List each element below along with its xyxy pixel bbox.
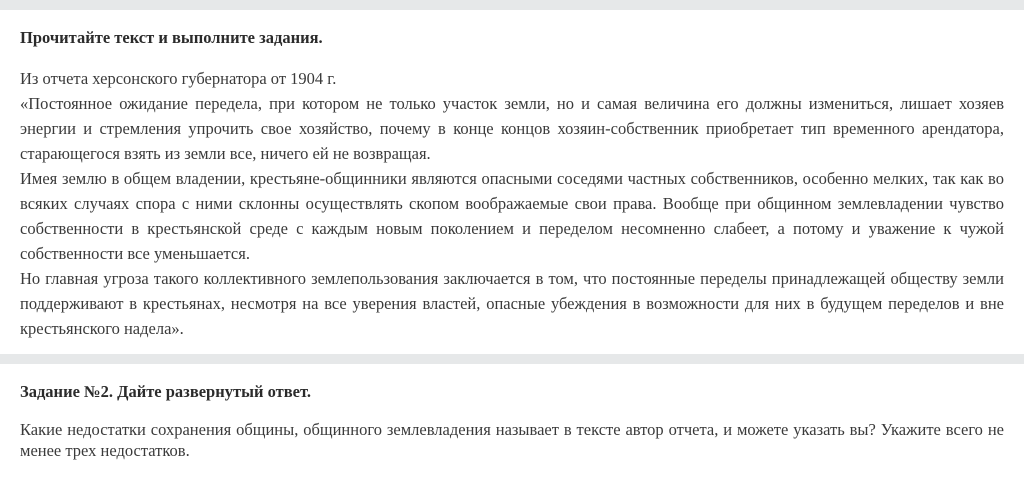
reading-task-card [0, 10, 1024, 354]
passage-paragraph-2: Имея землю в общем владении, крестьяне-общинники являются опасными соседями частных собственников, особенно мелких, так как во всяких случаях спора с ними склонны осуществлять скопом воображаемые свои права. Вообще при общинном землевладении чувство собственности в крестьянской среде с каждым новым поколением и переделом несомненно слабеет, а потому и уважение к чужой собственности все уменьшается. [20, 169, 1004, 263]
passage-paragraph-1: «Постоянное ожидание передела, при котором не только участок земли, но и самая величина его должны измениться, лишает хозяев энергии и стремления упрочить свое хозяйство, почему в конце концов хозяин-собственник приобретает тип временного арендатора, старающегося взять из земли все, ничего ей не возвращая. [20, 94, 1004, 163]
passage-paragraph-3: Но главная угроза такого коллективного землепользования заключается в том, что постоянные переделы принадлежащей обществу земли поддерживают в крестьянах, несмотря на все уверения властей, опасные убеждения в возможности для них в будущем переделов и вне крестьянского надела». [20, 269, 1004, 338]
source-passage [20, 66, 1004, 341]
passage-source-line: Из отчета херсонского губернатора от 1904 г. [20, 69, 337, 88]
top-divider [0, 0, 1024, 10]
task-2-heading: Задание №2. Дайте развернутый ответ. [20, 382, 311, 401]
reading-task-heading: Прочитайте текст и выполните задания. [20, 28, 323, 47]
task-2-question: Какие недостатки сохранения общины, общинного землевладения называет в тексте автор отчета, и можете указать вы? Укажите всего не менее трех недостатков. [20, 420, 1004, 460]
task-2-card [0, 364, 1024, 495]
